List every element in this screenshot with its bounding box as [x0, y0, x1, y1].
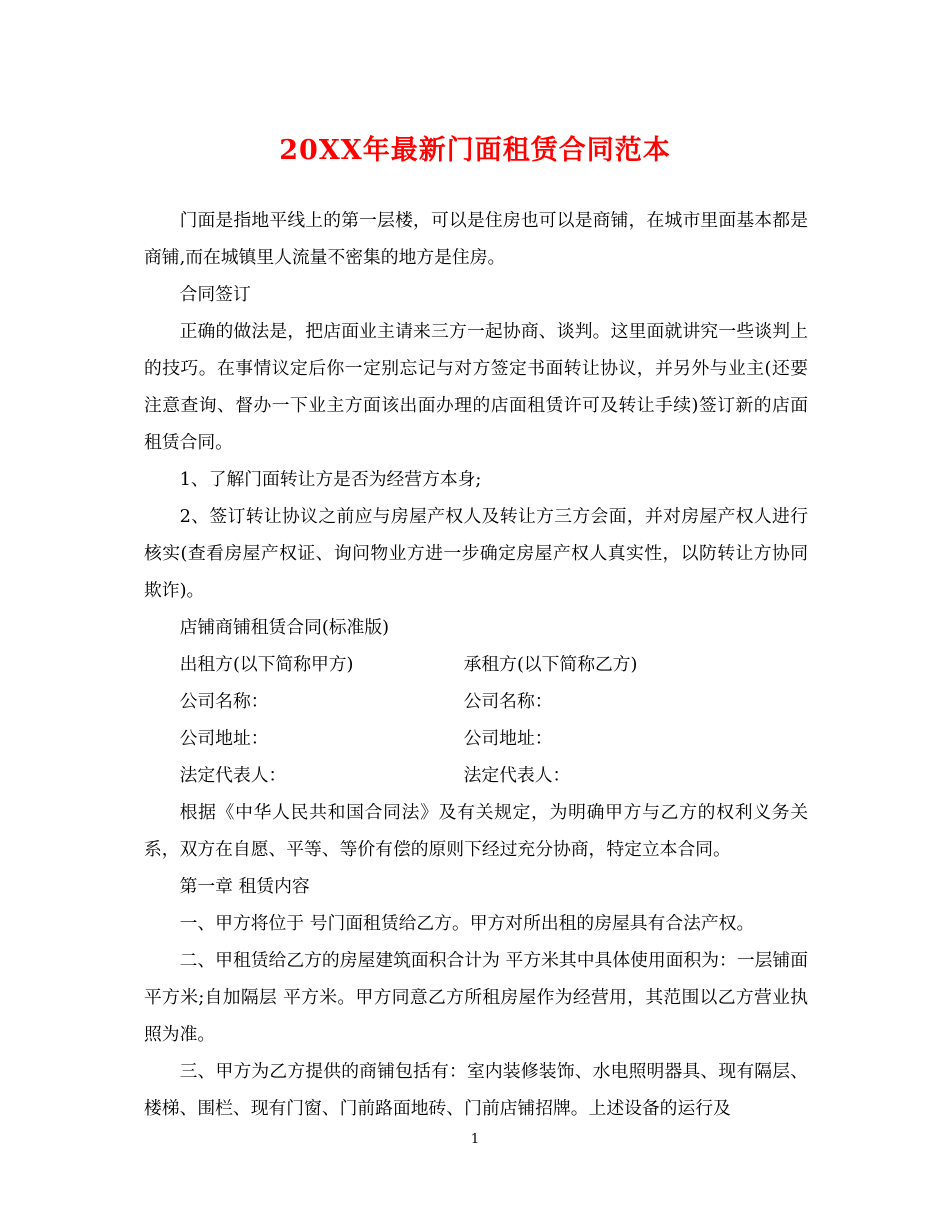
document-title: 20XX年最新门面租赁合同范本 [279, 135, 671, 166]
signing-paragraph: 正确的做法是，把店面业主请来三方一起协商、谈判。这里面就讲究一些谈判上的技巧。在事情议定后你一定别忘记与对方签定书面转让协议，并另外与业主(还要注意查询、督办一下业主方面该出面办理的店面租赁许可及转让手续)签订新的店面租赁合同。 [144, 321, 808, 453]
legal-rep-right: 法定代表人： [463, 765, 571, 786]
list-item-1: 1、了解门面转让方是否为经营方本身; [179, 469, 482, 490]
company-name-left: 公司名称： [179, 691, 269, 712]
chapter-heading: 第一章 租赁内容 [179, 876, 310, 897]
contract-heading: 店铺商铺租赁合同(标准版) [179, 617, 390, 638]
list-item-2: 2、签订转让协议之前应与房屋产权人及转让方三方会面，并对房屋产权人进行核实(查看房屋产权证、询问物业方进一步确定房屋产权人真实性，以防转让方协同欺诈)。 [144, 506, 808, 601]
parties-row [144, 646, 808, 683]
lessee-label: 承租方(以下简称乙方) [463, 654, 638, 675]
company-address-left: 公司地址： [179, 728, 269, 749]
legal-rep-left: 法定代表人： [179, 765, 287, 786]
clause-three: 三、甲方为乙方提供的商铺包括有：室内装修装饰、水电照明器具、现有隔层、楼梯、围栏、现有门窗、门前路面地砖、门前店铺招牌。上述设备的运行及 [144, 1061, 808, 1119]
legal-rep-row [144, 757, 808, 794]
section-heading-signing: 合同签订 [179, 284, 251, 305]
company-address-row [144, 720, 808, 757]
lessor-label: 出租方(以下简称甲方) [179, 654, 354, 675]
basis-paragraph: 根据《中华人民共和国合同法》及有关规定，为明确甲方与乙方的权利义务关系，双方在自愿、平等、等价有偿的原则下经过充分协商，特定立本合同。 [144, 802, 808, 860]
document-body [144, 202, 808, 1127]
clause-one: 一、甲方将位于 号门面租赁给乙方。甲方对所出租的房屋具有合法产权。 [179, 913, 755, 934]
intro-paragraph: 门面是指地平线上的第一层楼，可以是住房也可以是商铺，在城市里面基本都是商铺,而在城镇里人流量不密集的地方是住房。 [144, 210, 808, 268]
page-number: 1 [470, 1132, 480, 1147]
company-name-row [144, 683, 808, 720]
company-name-right: 公司名称： [463, 691, 553, 712]
company-address-right: 公司地址： [463, 728, 553, 749]
clause-two: 二、甲租赁给乙方的房屋建筑面积合计为 平方米其中具体使用面积为：一层铺面 平方米;自加隔层 平方米。甲方同意乙方所租房屋作为经营用，其范围以乙方营业执照为准。 [144, 950, 808, 1045]
